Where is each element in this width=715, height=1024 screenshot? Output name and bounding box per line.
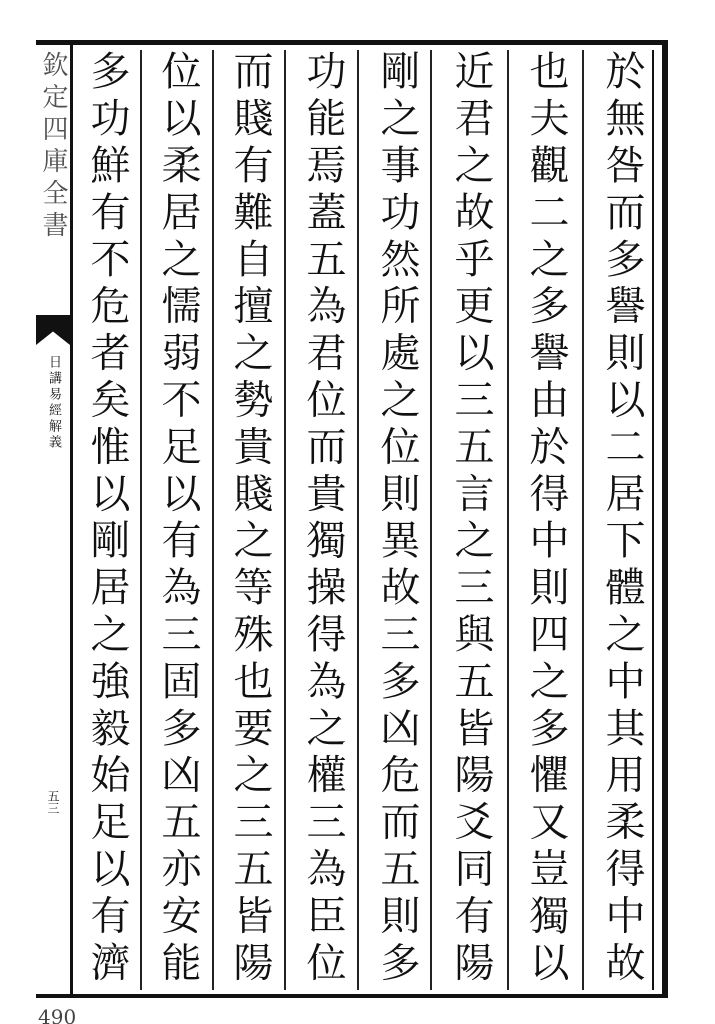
book-title: 日講易經解義	[46, 355, 61, 451]
outer-right-border	[662, 40, 668, 998]
column-divider	[507, 50, 509, 990]
bottom-border	[36, 994, 668, 998]
column-text: 而賤有難自擅之勢貴賤之等殊也要之三五皆陽	[227, 50, 273, 988]
column-text: 也夫觀二之多譽由於得中則四之多懼又豈獨以	[523, 50, 569, 988]
column-divider	[582, 50, 584, 990]
column-text: 功能焉蓋五為君位而貴獨操得為之權三為臣位	[300, 50, 346, 988]
column-text: 位以柔居之懦弱不足以有為三固多凶五亦安能	[155, 50, 201, 988]
text-column	[511, 0, 581, 988]
column-text: 於無咎而多譽則以二居下體之中其用柔得中故	[599, 50, 645, 988]
column-text: 多功鮮有不危者矣惟以剛居之強毅始足以有濟	[84, 50, 130, 988]
text-column	[587, 0, 657, 988]
fish-tail-mark-icon	[36, 315, 70, 345]
collection-title: 欽定四庫全書	[38, 51, 68, 243]
text-column	[72, 0, 142, 988]
folio-number: 五三	[46, 790, 60, 814]
text-column	[362, 0, 432, 988]
scan-page-number: 490	[38, 1005, 77, 1024]
column-text: 近君之故乎更以三五言之三與五皆陽爻同有陽	[448, 50, 494, 988]
text-column	[143, 0, 213, 988]
text-column	[288, 0, 358, 988]
column-text: 剛之事功然所處之位則異故三多凶危而五則多	[374, 50, 420, 988]
text-column	[215, 0, 285, 988]
page-margin-strip	[36, 45, 70, 994]
text-column	[436, 0, 506, 988]
